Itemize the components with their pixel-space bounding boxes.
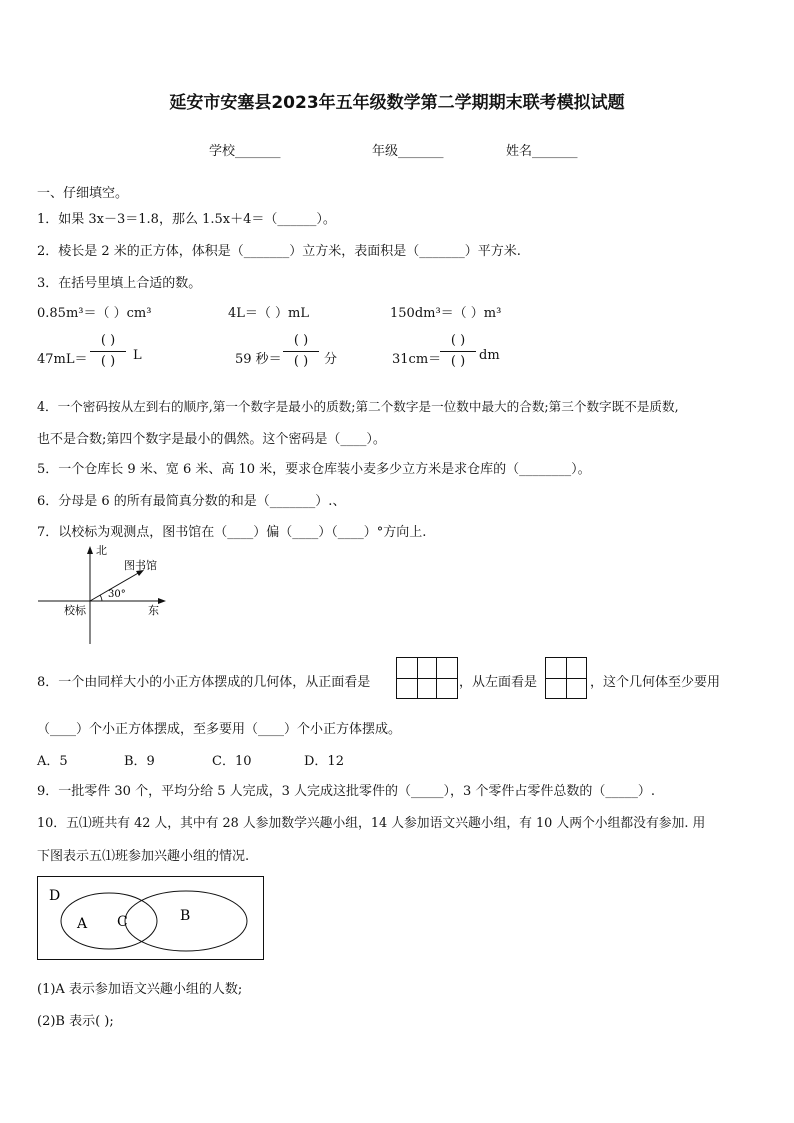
q3-sec-unit: 分 — [324, 352, 338, 367]
fraction-ml — [90, 332, 126, 371]
angle-arc — [100, 595, 102, 601]
front-view-top-row — [397, 658, 457, 679]
east-arrow-icon — [158, 598, 166, 604]
option-a: A．5 — [37, 754, 68, 769]
grid-cell — [397, 679, 418, 698]
front-view-bottom-row — [397, 679, 457, 698]
grade-field: 年级_______ — [372, 144, 444, 159]
q3-item-dm3: 150dm³＝（ ）m³ — [390, 306, 502, 321]
question-8-part-2: ，从左面看是 — [459, 675, 538, 690]
question-8-part-1: 8．一个由同样大小的小正方体摆成的几何体，从正面看是 — [37, 675, 371, 690]
grid-cell — [546, 658, 567, 678]
q3-item-volume: 0.85m³＝（ ）cm³ — [37, 306, 152, 321]
left-view-bottom-row — [546, 679, 586, 698]
left-view-top-row — [546, 658, 586, 679]
section-heading: 一、仔细填空。 — [37, 186, 129, 201]
question-1: 1．如果 3x－3＝1.8，那么 1.5x＋4＝（______）。 — [37, 212, 336, 227]
fraction-bar — [283, 351, 319, 352]
venn-label-b: B — [180, 908, 191, 924]
school-marker-label: 校标 — [64, 604, 86, 617]
q3-sec-label: 59 秒＝ — [235, 352, 282, 367]
library-label: 图书馆 — [124, 559, 157, 572]
page-title: 延安市安塞县2023年五年级数学第二学期期末联考模拟试题 — [169, 93, 625, 113]
name-field: 姓名_______ — [506, 144, 578, 159]
q3-cm-label: 31cm＝ — [392, 352, 442, 367]
grid-cell — [437, 679, 457, 698]
question-3: 3．在括号里填上合适的数。 — [37, 276, 202, 291]
q3-ml-unit: L — [133, 348, 142, 363]
fraction-numerator: ( ) — [450, 333, 466, 348]
grid-cell — [567, 679, 586, 698]
fraction-denominator: ( ) — [100, 354, 116, 369]
question-4-line-2: 也不是合数;第四个数字是最小的偶然。这个密码是（____）。 — [37, 432, 386, 447]
venn-label-a: A — [77, 916, 88, 932]
venn-frame — [38, 877, 264, 960]
venn-label-c: C — [117, 914, 128, 930]
grid-cell — [418, 658, 438, 678]
question-10-line-1: 10．五⑴班共有 42 人，其中有 28 人参加数学兴趣小组，14 人参加语文兴趣小组，有 10 人两个小组都没有参加. 用 — [37, 816, 706, 831]
question-7: 7．以校标为观测点，图书馆在（____）偏（____）（____）°方向上. — [37, 525, 427, 540]
grid-cell — [418, 679, 438, 698]
grid-cell — [567, 658, 586, 678]
fraction-numerator: ( ) — [100, 333, 116, 348]
fraction-bar — [90, 351, 126, 352]
north-label: 北 — [96, 544, 107, 557]
q3-item-liter: 4L＝（ ）mL — [228, 306, 309, 321]
grid-cell — [397, 658, 418, 678]
venn-label-d: D — [49, 888, 61, 904]
fraction-sec — [283, 332, 319, 371]
fraction-numerator: ( ) — [293, 333, 309, 348]
fraction-denominator: ( ) — [450, 354, 466, 369]
fraction-denominator: ( ) — [293, 354, 309, 369]
option-b: B．9 — [124, 754, 155, 769]
q3-cm-unit: dm — [479, 348, 500, 363]
venn-diagram — [37, 876, 265, 960]
question-6: 6．分母是 6 的所有最简真分数的和是（_______）.、 — [37, 494, 346, 509]
east-label: 东 — [148, 604, 159, 617]
left-view-grid — [545, 657, 587, 699]
option-d: D．12 — [304, 754, 344, 769]
question-4-line-1: 4．一个密码按从左到右的顺序,第一个数字是最小的质数;第二个数字是一位数中最大的合数;第三个数字既不是质数, — [37, 399, 679, 414]
direction-diagram — [34, 544, 174, 646]
question-10-sub-2: (2)B 表示( ); — [37, 1014, 114, 1029]
question-9: 9．一批零件 30 个，平均分给 5 人完成，3 人完成这批零件的（_____），3 个零件占零件总数的（_____）. — [37, 784, 656, 799]
option-c: C．10 — [212, 754, 252, 769]
question-8-line-2: （____）个小正方体摆成，至多要用（____）个小正方体摆成。 — [37, 722, 402, 737]
question-2: 2．棱长是 2 米的正方体，体积是（_______）立方米，表面积是（_______）平方米. — [37, 244, 521, 259]
question-5: 5．一个仓库长 9 米、宽 6 米、高 10 米，要求仓库装小麦多少立方米是求仓库的（________）。 — [37, 462, 591, 477]
grid-cell — [546, 679, 567, 698]
venn-circle-a — [61, 893, 157, 949]
north-arrow-icon — [87, 546, 93, 554]
fraction-bar — [440, 351, 476, 352]
front-view-grid — [396, 657, 458, 699]
question-10-sub-1: (1)A 表示参加语文兴趣小组的人数; — [37, 982, 243, 997]
question-8-part-3: ，这个几何体至少要用 — [590, 675, 721, 690]
school-field: 学校_______ — [209, 144, 281, 159]
grid-cell — [437, 658, 457, 678]
q3-ml-label: 47mL＝ — [37, 352, 88, 367]
question-10-line-2: 下图表示五⑴班参加兴趣小组的情况. — [37, 849, 250, 864]
fraction-cm — [440, 332, 476, 371]
angle-label: 30° — [108, 589, 126, 600]
